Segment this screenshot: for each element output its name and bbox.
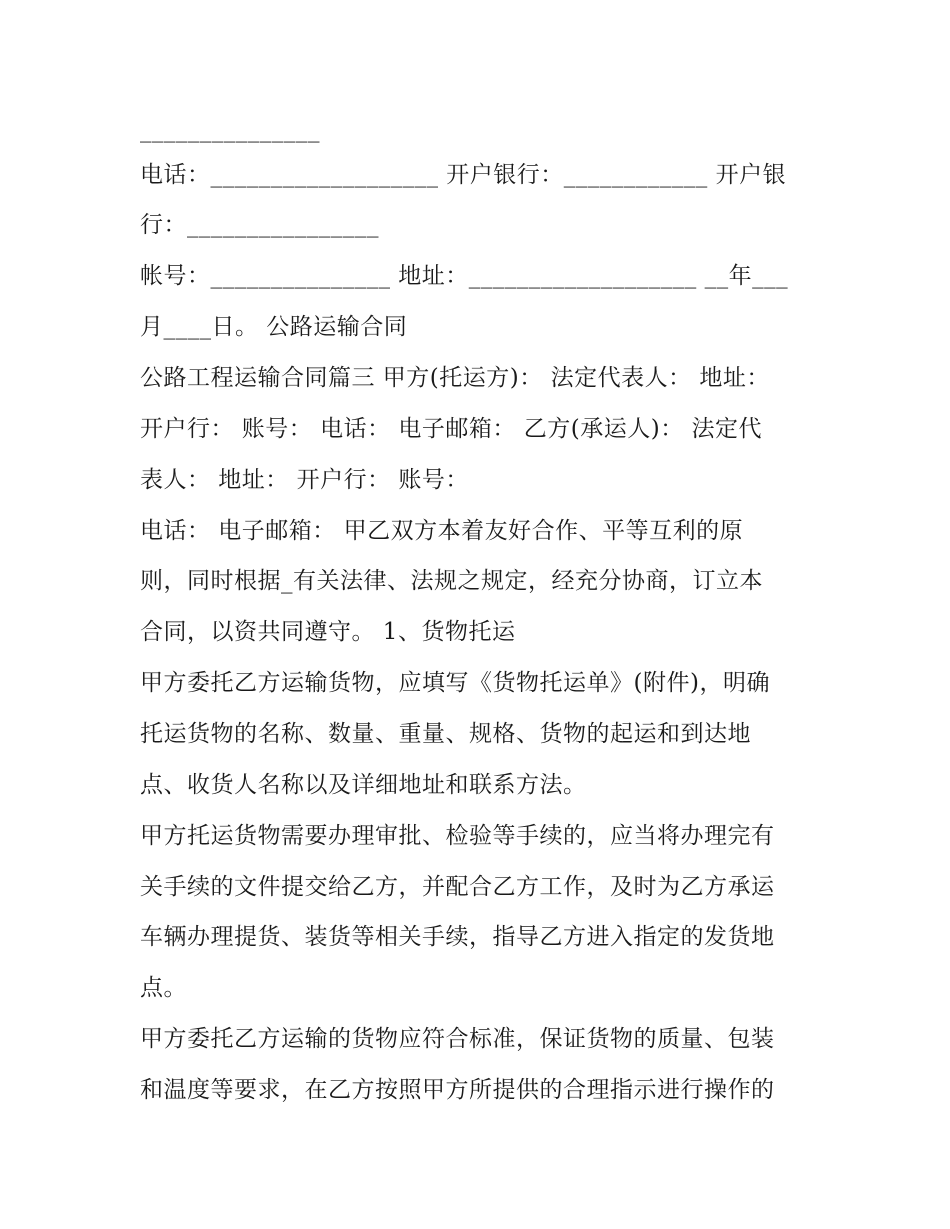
text-line: 甲方托运货物需要办理审批、检验等手续的，应当将办理完有 <box>140 823 775 849</box>
text-line: 公路工程运输合同篇三 甲方(托运方)： 法定代表人： 地址： <box>140 365 770 391</box>
text-line: 和温度等要求，在乙方按照甲方所提供的合理指示进行操作的 <box>140 1077 775 1103</box>
text-line: 则，同时根据_有关法律、法规之规定，经充分协商，订立本 <box>140 568 763 594</box>
text-line: 电话：___________________ 开户银行：____________ 开户银 <box>140 162 787 188</box>
text-line: 点。 <box>140 975 187 1001</box>
text-line: 月____日。 公路运输合同 <box>140 314 408 340</box>
text-line: 开户行： 账号： 电话： 电子邮箱： 乙方(承运人)： 法定代 <box>140 416 763 442</box>
text-line: 甲方委托乙方运输货物，应填写《货物托运单》(附件)，明确 <box>140 670 770 696</box>
text-line: 帐号：_______________ 地址：___________________ __年___ <box>140 263 789 289</box>
text-line: 表人： 地址： 开户行： 账号： <box>140 467 469 493</box>
text-line: 关手续的文件提交给乙方，并配合乙方工作，及时为乙方承运 <box>140 874 775 900</box>
text-line: 甲方委托乙方运输的货物应符合标准，保证货物的质量、包装 <box>140 1026 775 1052</box>
text-line: _______________ <box>140 117 320 143</box>
text-line: 点、收货人名称以及详细地址和联系方法。 <box>140 772 587 798</box>
text-line: 合同，以资共同遵守。 1、货物托运 <box>140 619 516 645</box>
text-line: 托运货物的名称、数量、重量、规格、货物的起运和到达地 <box>140 721 751 747</box>
text-line: 行：________________ <box>140 212 379 238</box>
text-line: 车辆办理提货、装货等相关手续，指导乙方进入指定的发货地 <box>140 924 775 950</box>
text-line: 电话： 电子邮箱： 甲乙双方本着友好合作、平等互利的原 <box>140 518 744 544</box>
